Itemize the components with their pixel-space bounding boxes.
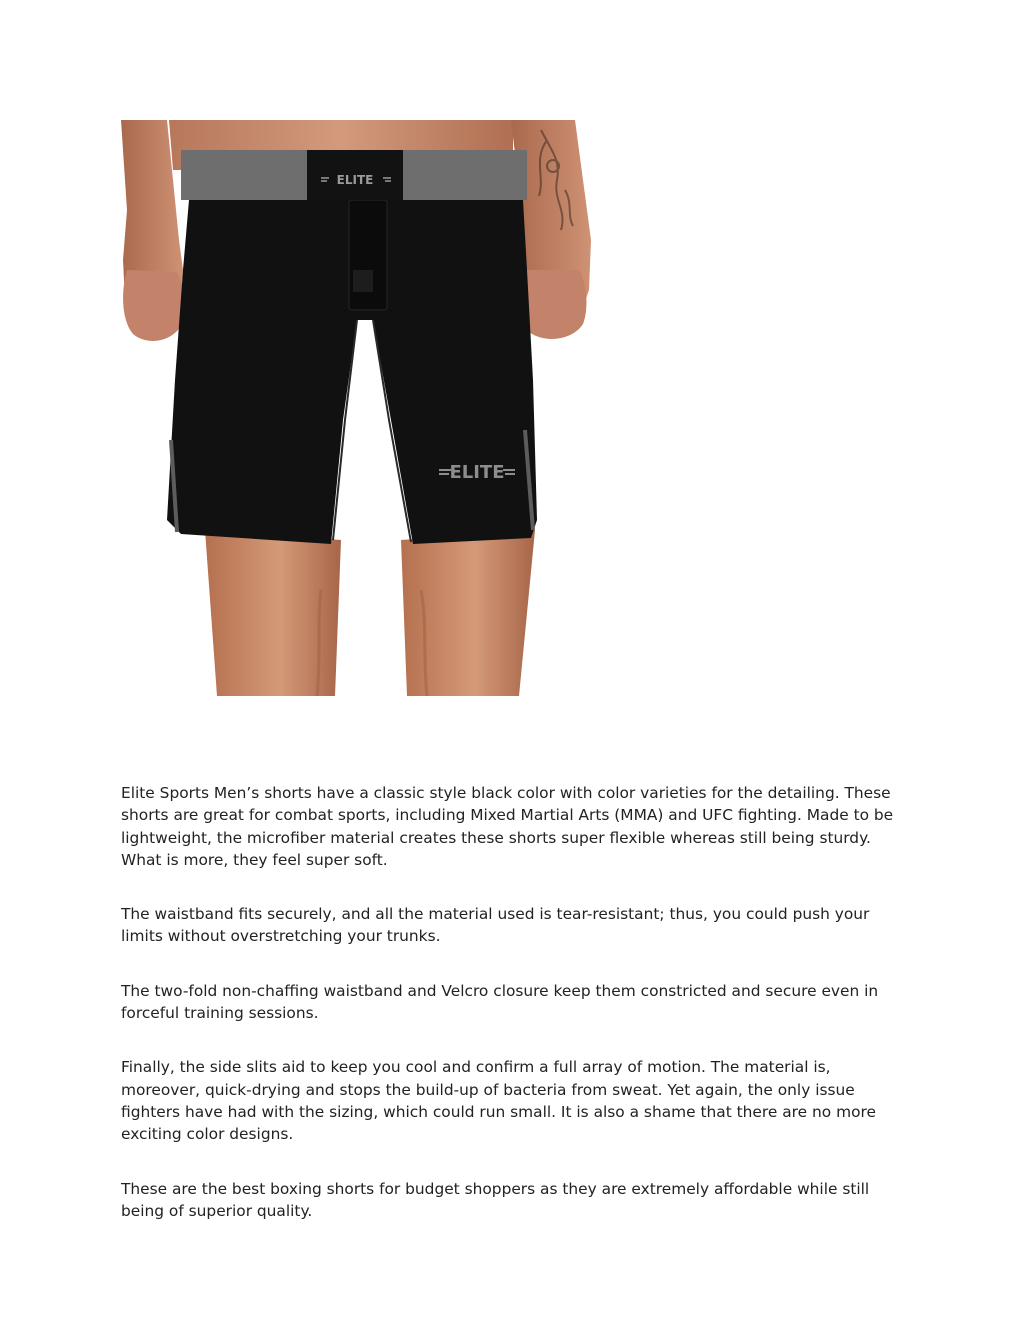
leg-logo: ELITE (449, 462, 505, 483)
product-photo-shorts (121, 120, 593, 696)
article-body (121, 782, 911, 1254)
paragraph-4: Finally, the side slits aid to keep you cool and confirm a full array of motion. The material is, moreover, quick-drying and stops the build-up of bacteria from sweat. Yet again, the only issue fighters have had with the sizing, which could run small. It is also a shame that there are no more exciting color designs. (121, 1058, 876, 1144)
paragraph-1: Elite Sports Men’s shorts have a classic style black color with color varieties for the detailing. These shorts are great for combat sports, including Mixed Martial Arts (MMA) and UFC fighting. Made to be lightweight, the microfiber material creates these shorts super flexible whereas still being sturdy. What is more, they feel super soft. (121, 784, 894, 869)
paragraph-2: The waistband fits securely, and all the material used is tear-resistant; thus, you could push your limits without overstretching your trunks. (121, 905, 870, 946)
waistband-logo: ELITE (336, 173, 374, 187)
paragraph-5: These are the best boxing shorts for budget shoppers as they are extremely affordable while still being of superior quality. (121, 1179, 870, 1220)
paragraph-3: The two-fold non-chaffing waistband and Velcro closure keep them constricted and secure even in forceful training sessions. (121, 981, 879, 1023)
velcro-closure (349, 200, 387, 310)
left-fist (123, 270, 184, 341)
right-leg (401, 530, 535, 696)
